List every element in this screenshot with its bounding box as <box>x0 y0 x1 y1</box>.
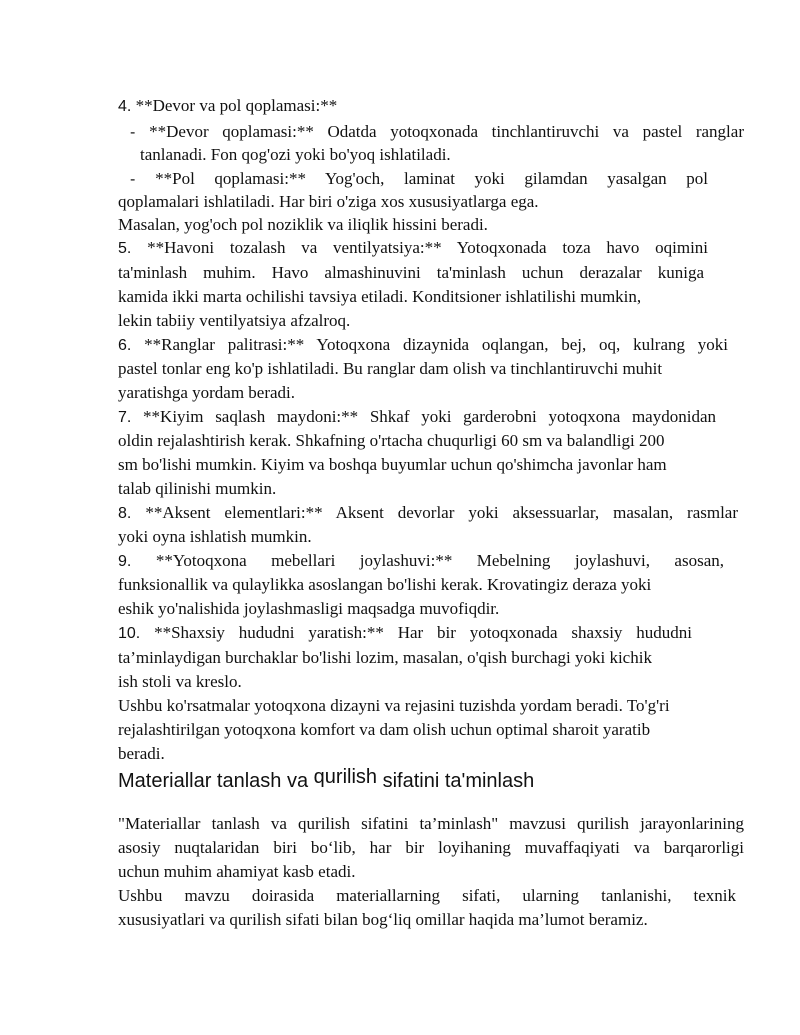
paragraph-line <box>118 885 736 907</box>
text-line <box>118 334 728 357</box>
text-line <box>118 237 708 260</box>
line-text: ta’minlaydigan burchaklar bo'lishi lozim, masalan, o'qish burchagi yoki kichik <box>118 648 652 667</box>
line-text: xususiyatlari va qurilish sifati bilan bog‘liq omillar haqida ma’lumot beramiz. <box>118 910 648 929</box>
heading-part: Materiallar tanlash va <box>118 770 309 792</box>
line-text: eshik yo'nalishida joylashmasligi maqsadga muvofiqdir. <box>118 599 500 618</box>
text-line <box>118 454 667 476</box>
line-text: yaratishga yordam beradi. <box>118 383 296 402</box>
list-number: 8. <box>118 505 132 522</box>
line-text: **Pol qoplamasi:** Yog'och, laminat yoki gilamdan yasalgan pol <box>155 169 708 188</box>
heading-part: qurilish <box>313 766 378 788</box>
line-text: ta'minlash muhim. Havo almashinuvini ta'minlash uchun derazalar kuniga <box>118 263 704 282</box>
line-text: yoki oyna ishlatish mumkin. <box>118 527 312 546</box>
text-line <box>118 262 704 284</box>
list-bullet: - <box>130 124 150 141</box>
text-line <box>118 310 350 332</box>
section-heading <box>118 768 534 794</box>
text-line <box>118 430 664 452</box>
text-line <box>118 382 295 404</box>
list-number: 4. <box>118 98 132 115</box>
line-text: uchun muhim ahamiyat kasb etadi. <box>118 862 356 881</box>
line-text: lekin tabiiy ventilyatsiya afzalroq. <box>118 311 351 330</box>
paragraph-line <box>118 861 355 883</box>
text-line <box>118 695 670 717</box>
line-text: beradi. <box>118 744 165 763</box>
text-line <box>118 647 652 669</box>
list-number: 9. <box>118 553 132 570</box>
line-text: Masalan, yog'och pol noziklik va iliqlik hissini beradi. <box>118 215 488 234</box>
line-text: qoplamalari ishlatiladi. Har biri o'ziga xos xususiyatlarga ega. <box>118 192 539 211</box>
text-line <box>118 478 276 500</box>
line-text: "Materiallar tanlash va qurilish sifatini ta’minlash" mavzusi qurilish jarayonlarining <box>118 814 744 833</box>
paragraph-line <box>118 837 744 859</box>
line-text: talab qilinishi mumkin. <box>118 479 277 498</box>
text-line <box>118 574 651 596</box>
line-text: rejalashtirilgan yotoqxona komfort va dam olish uchun optimal sharoit yaratib <box>118 720 651 739</box>
text-line <box>130 121 744 144</box>
paragraph-line <box>118 813 744 835</box>
line-text: Ushbu mavzu doirasida materiallarning sifati, ularning tanlanishi, texnik <box>118 886 736 905</box>
text-line <box>118 406 716 429</box>
line-text: asosiy nuqtalaridan biri bo‘lib, har bir loyihaning muvaffaqiyati va barqarorligi <box>118 838 744 857</box>
text-line <box>118 550 724 573</box>
list-number: 5. <box>118 240 132 257</box>
list-number: 6. <box>118 337 132 354</box>
line-text: **Yotoqxona mebellari joylashuvi:** Mebelning joylashuvi, asosan, <box>155 551 724 570</box>
text-line <box>118 743 165 765</box>
text-line <box>140 144 451 166</box>
line-text: oldin rejalashtirish kerak. Shkafning o'rtacha chuqurligi 60 sm va balandligi 200 <box>118 431 665 450</box>
text-line <box>118 671 242 693</box>
text-line <box>118 502 738 525</box>
text-line <box>118 622 692 645</box>
text-line <box>118 214 488 236</box>
line-text: tanlanadi. Fon qog'ozi yoki bo'yoq ishlatiladi. <box>140 145 451 164</box>
list-number: 7. <box>118 409 132 426</box>
heading-part: sifatini ta'minlash <box>382 770 535 792</box>
text-line <box>118 95 337 118</box>
paragraph-line <box>118 909 648 931</box>
text-line <box>130 168 708 191</box>
line-text: **Aksent elementlari:** Aksent devorlar yoki aksessuarlar, masalan, rasmlar <box>145 503 739 522</box>
text-line <box>118 719 650 741</box>
list-number: 10. <box>118 625 141 642</box>
line-text: sm bo'lishi mumkin. Kiyim va boshqa buyumlar uchun qo'shimcha javonlar ham <box>118 455 667 474</box>
line-text: pastel tonlar eng ko'p ishlatiladi. Bu ranglar dam olish va tinchlantiruvchi muhit <box>118 359 663 378</box>
line-text: Ushbu ko'rsatmalar yotoqxona dizayni va rejasini tuzishda yordam beradi. To'g'ri <box>118 696 670 715</box>
line-text: ish stoli va kreslo. <box>118 672 242 691</box>
line-text: **Shaxsiy hududni yaratish:** Har bir yotoqxonada shaxsiy hududni <box>154 623 692 642</box>
list-bullet: - <box>130 171 156 188</box>
line-text: kamida ikki marta ochilishi tavsiya etiladi. Konditsioner ishlatilishi mumkin, <box>118 287 642 306</box>
line-text: **Devor qoplamasi:** Odatda yotoqxonada tinchlantiruvchi va pastel ranglar <box>149 122 744 141</box>
text-line <box>118 526 312 548</box>
text-line <box>118 358 662 380</box>
text-line <box>118 191 539 213</box>
line-text: **Havoni tozalash va ventilyatsiya:** Yotoqxonada toza havo oqimini <box>147 238 709 257</box>
line-text: **Ranglar palitrasi:** Yotoqxona dizaynida oqlangan, bej, oq, kulrang yoki <box>144 335 729 354</box>
line-text: **Devor va pol qoplamasi:** <box>135 96 338 115</box>
line-text: funksionallik va qulaylikka asoslangan bo'lishi kerak. Krovatingiz deraza yoki <box>118 575 652 594</box>
text-line <box>118 286 641 308</box>
text-line <box>118 598 499 620</box>
line-text: **Kiyim saqlash maydoni:** Shkaf yoki garderobni yotoqxona maydonidan <box>143 407 716 426</box>
